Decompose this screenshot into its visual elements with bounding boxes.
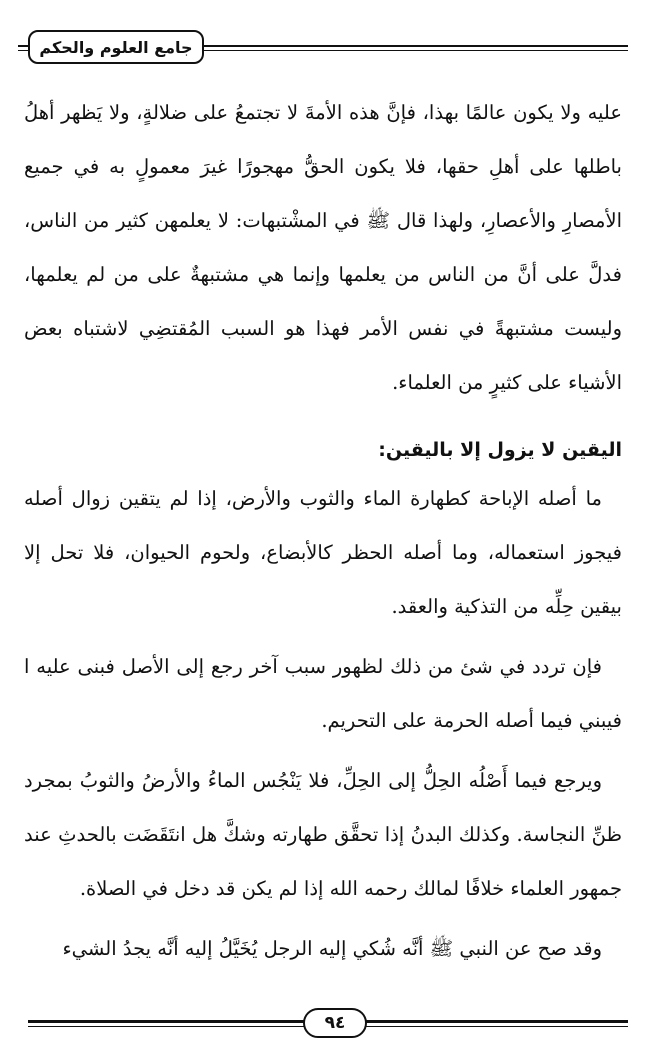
paragraph-3: فإن تردد في شئ من ذلك لظهور سبب آخر رجع إلى الأصل فبنى عليه ا فيبني فيما أصله الحرمة على التحريم.	[24, 655, 622, 732]
page-footer	[28, 1006, 628, 1040]
paragraph-5: وقد صح عن النبي ﷺ أنَّه شُكي إليه الرجل يُخَيَّلُ إليه أنَّه يجدُ الشيء	[62, 937, 602, 960]
running-header	[18, 26, 628, 70]
paragraph-1: عليه ولا يكون عالمًا بهذا، فإنَّ هذه الأمةَ لا تجتمعُ على ضلالةٍ، ولا يَظهر أهلُ باطلها على أهلِ حقها، فلا يكون الحقُّ مهجورًا غيرَ معمولٍ به في جميع الأمصارِ والأعصارِ، ولهذا قال ﷺ في المشْتبهات: لا يعلمهن كثير من الناس، فدلَّ على أنَّ من الناس من يعلمها وإنما هي مشتبهةٌ على من لم يعلمها، وليست مشتبهةً في نفس الأمر فهذا هو السبب المُقتضِي لاشتباه بعض الأشياء على كثيرٍ من العلماء.	[24, 101, 623, 394]
page-body	[24, 86, 622, 976]
paragraph-4: ويرجع فيما أَصْلُه الحِلُّ إلى الحِلِّ، فلا يَنْجُس الماءُ والأرضُ والثوبُ بمجرد ظنِّ النجاسة. وكذلك البدنُ إذا تحقَّق طهارته وشكَّ هل انتَقَضَت بالحدثِ عند جمهور العلماء خلافًا لمالك رحمه الله إذا لم يكن قد دخل في الصلاة.	[24, 769, 622, 900]
page-number-frame	[303, 1008, 367, 1038]
paragraph-2: ما أصله الإباحة كطهارة الماء والثوب والأرض، إذا لم يتقين زوال أصله فيجوز استعماله، وما أصله الحظر كالأبضاع، ولحوم الحيوان، فلا تحل إلا بيقين حِلِّه من التذكية والعقد.	[24, 487, 622, 618]
book-title: جامع العلوم والحكم	[39, 37, 193, 57]
section-heading: اليقين لا يزول إلا باليقين:	[378, 439, 622, 461]
header-title-frame	[28, 30, 204, 64]
page-number: ٩٤	[324, 1013, 346, 1033]
